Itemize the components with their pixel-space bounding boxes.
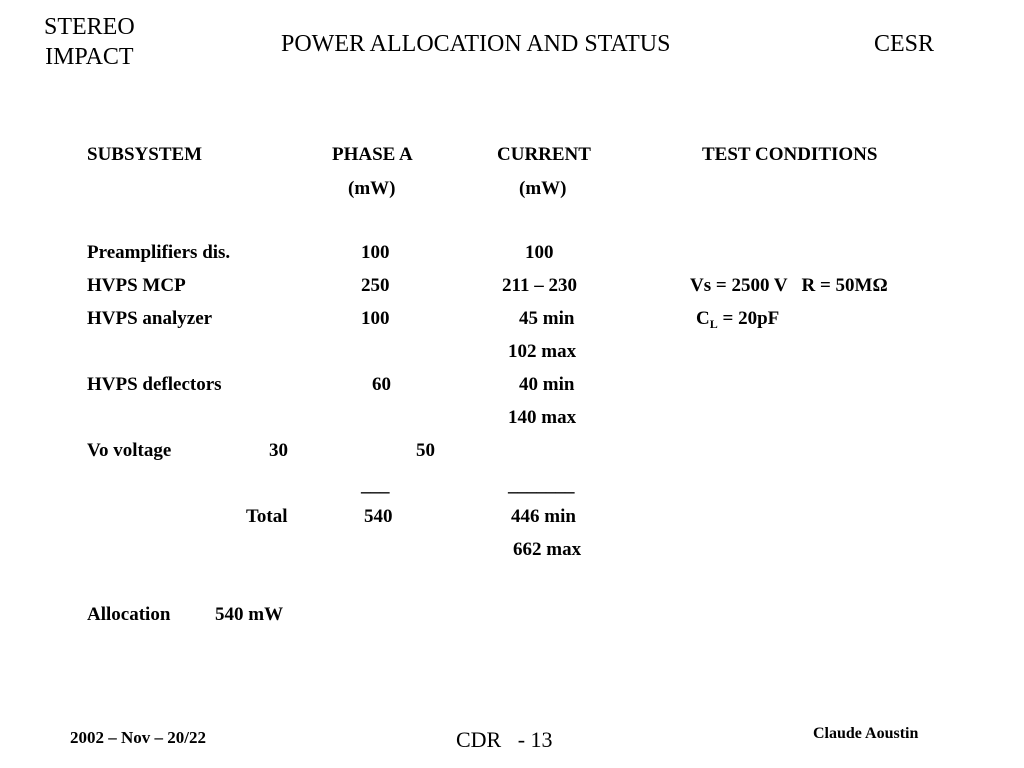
test-capacitance-symbol: C xyxy=(696,308,710,329)
row-current-max: 102 max xyxy=(508,341,577,362)
row-phase-a: 100 xyxy=(361,308,390,329)
col-header-current-unit: (mW) xyxy=(519,178,567,199)
sum-rule-phase-a: ___ xyxy=(361,475,390,496)
total-label: Total xyxy=(246,506,288,527)
row-test-conditions: Vs = 2500 V R = 50MΩ xyxy=(690,275,888,296)
col-header-phase-a-unit: (mW) xyxy=(348,178,396,199)
page-title: POWER ALLOCATION AND STATUS xyxy=(281,31,671,57)
col-header-test-conditions: TEST CONDITIONS xyxy=(702,144,878,165)
row-phase-a: 30 xyxy=(269,440,288,461)
sum-rule-current: _______ xyxy=(508,475,575,496)
col-header-phase-a: PHASE A xyxy=(332,144,413,165)
footer-author: Claude Aoustin xyxy=(813,725,919,742)
row-current: 45 min xyxy=(519,308,575,329)
total-phase-a: 540 xyxy=(364,506,393,527)
footer-date: 2002 – Nov – 20/22 xyxy=(70,728,206,747)
test-capacitance-value: = 20pF xyxy=(717,308,780,329)
allocation-label: Allocation xyxy=(87,604,171,625)
header-right: CESR xyxy=(874,31,935,57)
row-test-conditions xyxy=(696,308,779,330)
row-current: 40 min xyxy=(519,374,575,395)
allocation-value: 540 mW xyxy=(215,604,284,625)
row-name: Vo voltage xyxy=(87,440,172,461)
footer-page: CDR - 13 xyxy=(456,727,553,752)
total-current-max: 662 max xyxy=(513,539,582,560)
row-name: HVPS deflectors xyxy=(87,374,222,395)
header-left xyxy=(44,12,135,72)
header-left-line1: STEREO xyxy=(44,14,135,40)
row-current-max: 140 max xyxy=(508,407,577,428)
row-phase-a: 100 xyxy=(361,242,390,263)
row-current: 211 – 230 xyxy=(502,275,577,296)
total-current-min: 446 min xyxy=(511,506,576,527)
row-name: Preamplifiers dis. xyxy=(87,242,231,263)
test-capacitance-subscript: L xyxy=(709,317,718,331)
row-name: HVPS analyzer xyxy=(87,308,213,329)
col-header-subsystem: SUBSYSTEM xyxy=(87,144,203,165)
row-phase-a: 250 xyxy=(361,275,390,296)
col-header-current: CURRENT xyxy=(497,144,591,165)
header-left-line2: IMPACT xyxy=(45,44,134,70)
row-name: HVPS MCP xyxy=(87,275,186,296)
row-phase-a: 60 xyxy=(372,374,391,395)
row-current: 50 xyxy=(416,440,435,461)
row-current: 100 xyxy=(525,242,554,263)
